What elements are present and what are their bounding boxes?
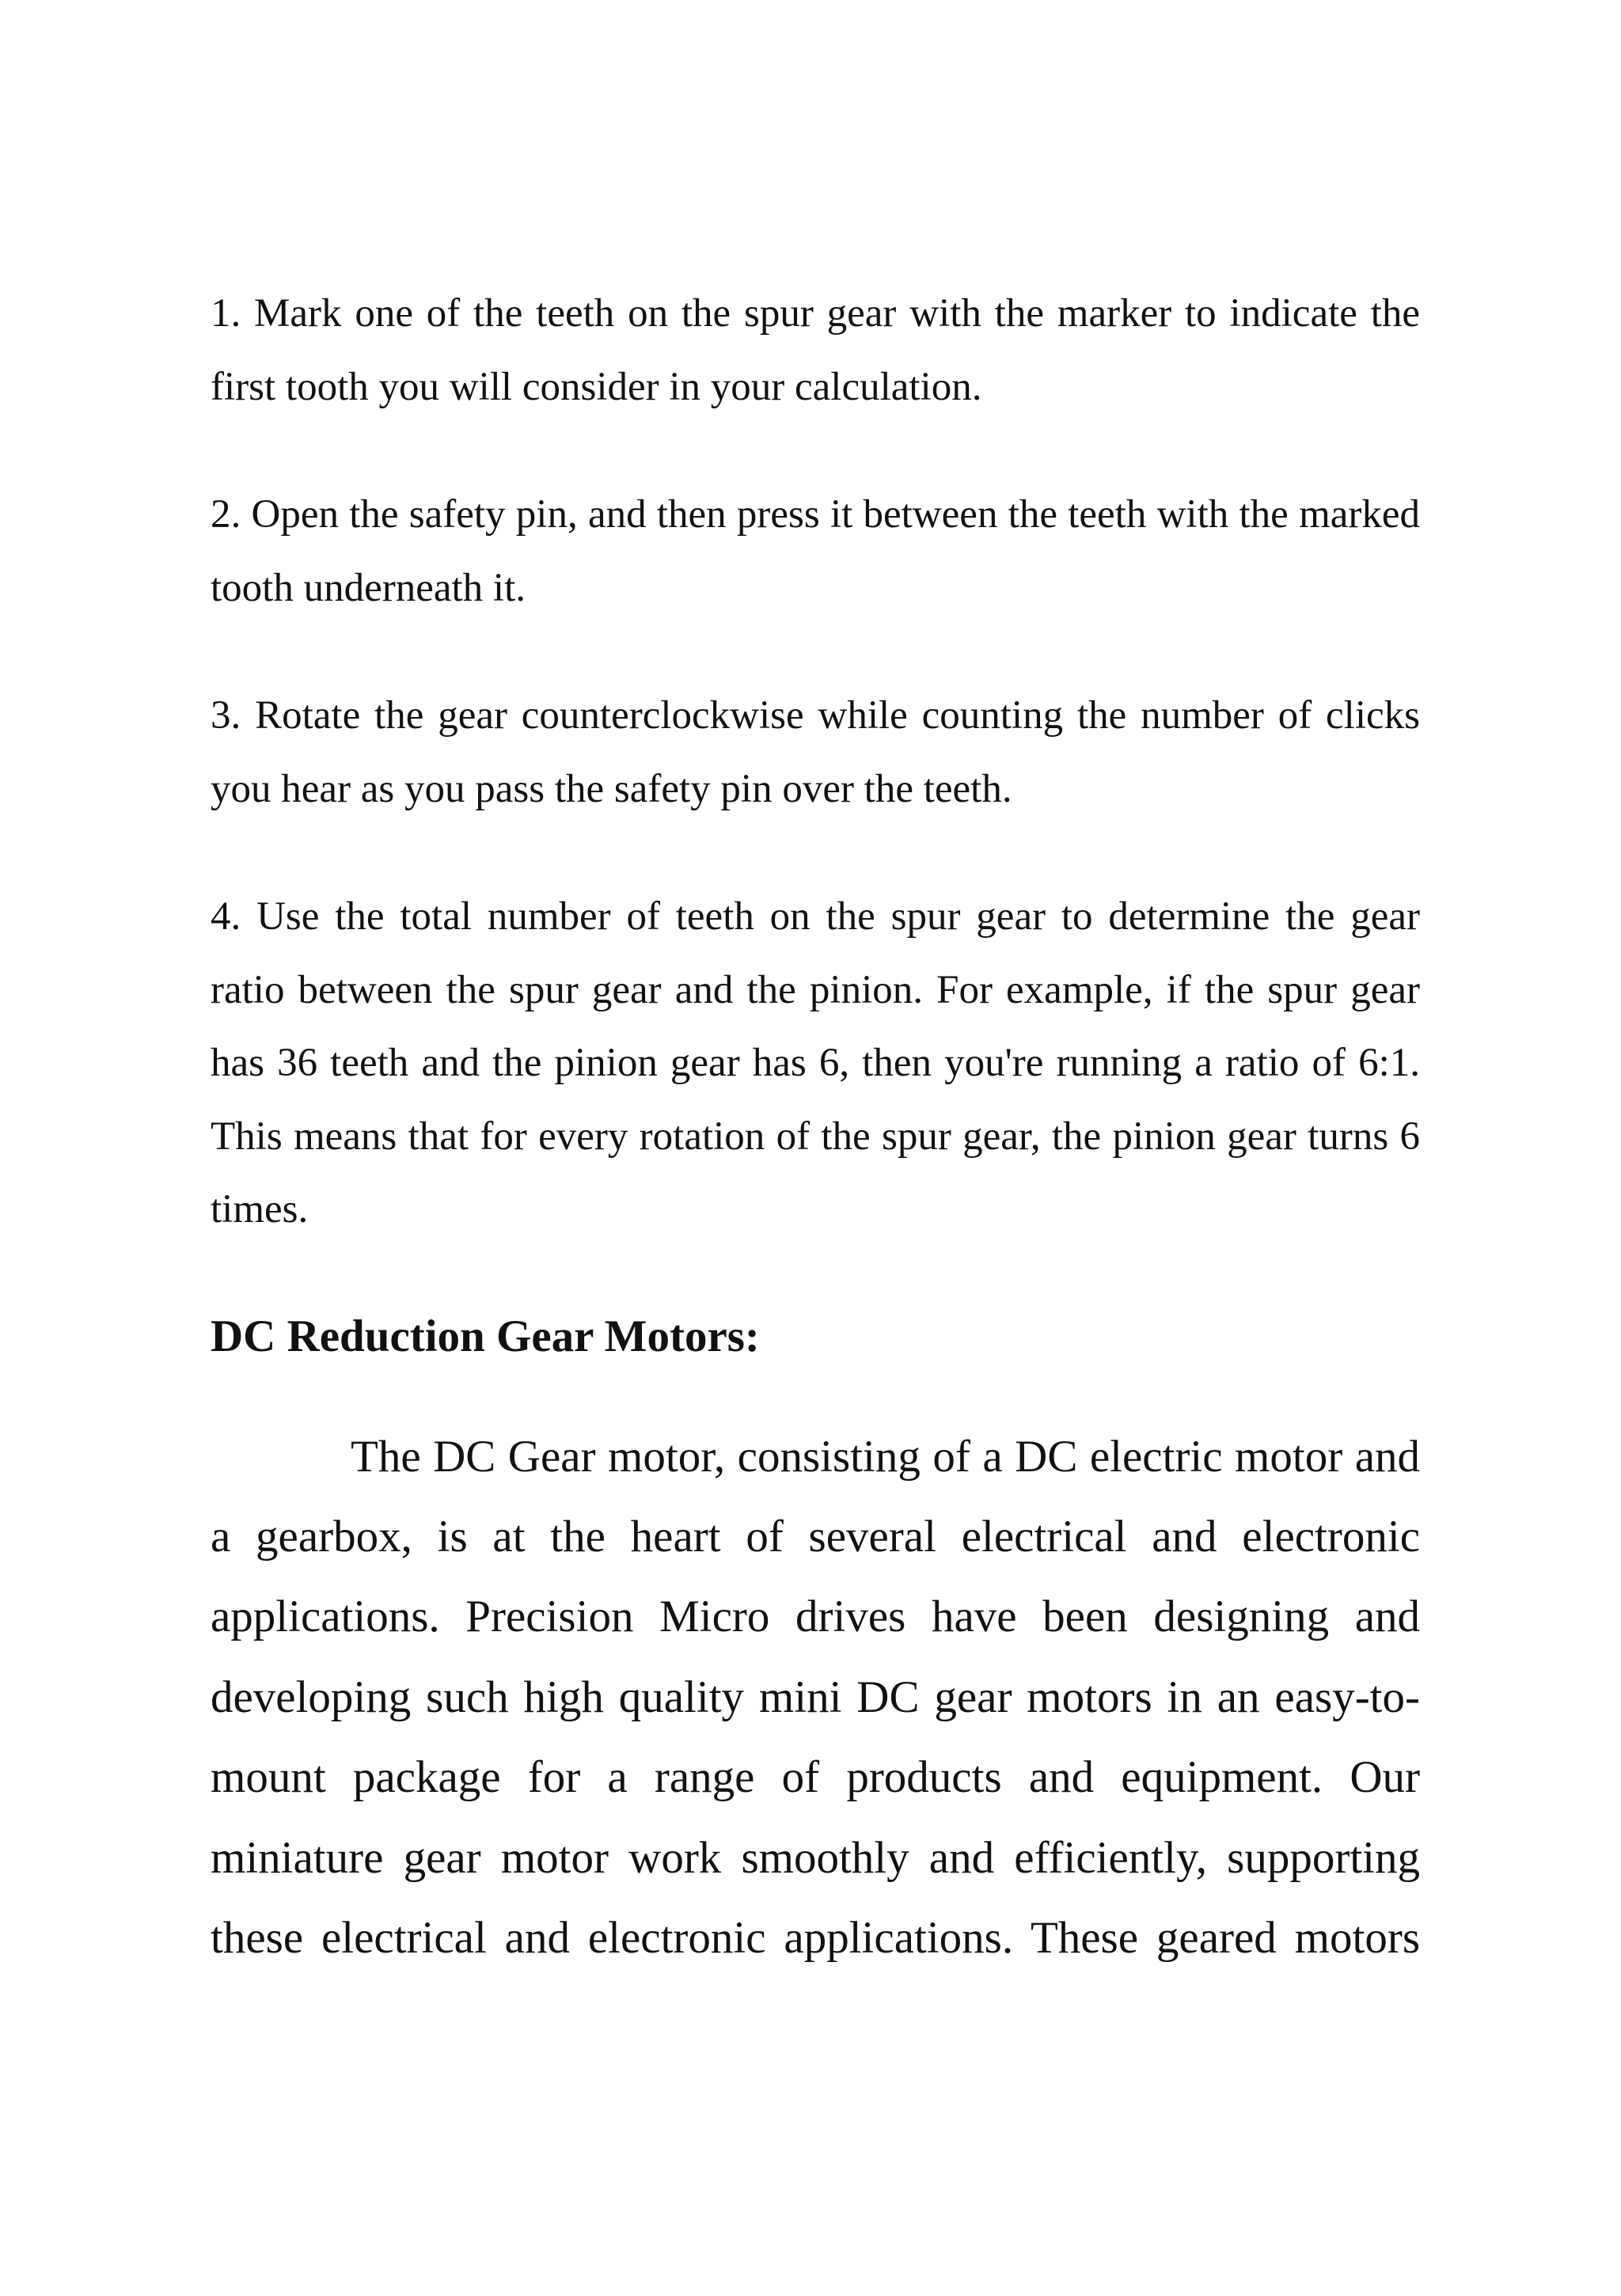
step-3-text: 3. Rotate the gear counterclockwise while counting the number of clicks you hear as you pass the safety pin over the teeth. <box>211 693 1420 811</box>
step-1-text: 1. Mark one of the teeth on the spur gear with the marker to indicate the first tooth you will consider in your calculation. <box>211 291 1420 409</box>
section-heading: DC Reduction Gear Motors: <box>211 1311 760 1361</box>
step-2-text: 2. Open the safety pin, and then press it between the teeth with the marked tooth underneath it. <box>211 492 1420 610</box>
section-paragraph: The DC Gear motor, consisting of a DC electric motor and a gearbox, is at the heart of several electrical and electronic applications. Precision Micro drives have been designing and developing such high quality mini DC gear motors in an easy-to-mount package for a range of products and equipment. Our miniature gear motor work smoothly and efficiently, supporting these electrical and electronic applications. These geared motors <box>211 1431 1420 1963</box>
document-page <box>211 277 1420 1978</box>
step-4-text: 4. Use the total number of teeth on the spur gear to determine the gear ratio between the spur gear and the pinion. For example, if the spur gear has 36 teeth and the pinion gear has 6, then you're running a ratio of 6:1. This means that for every rotation of the spur gear, the pinion gear turns 6 times. <box>211 894 1420 1231</box>
